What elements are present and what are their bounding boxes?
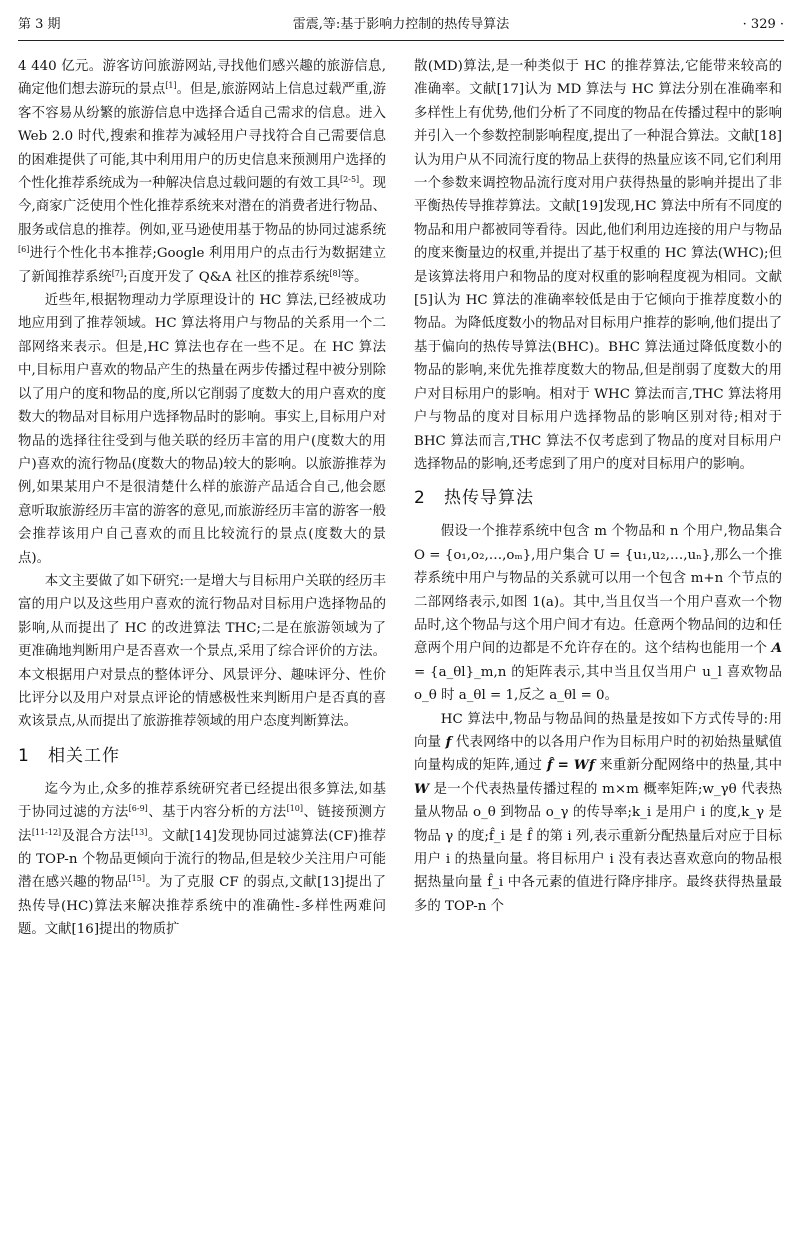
citation: [6-9] [128,804,148,814]
running-title: 雷震,等:基于影响力控制的热传导算法 [292,17,510,32]
paragraph: 散(MD)算法,是一种类似于 HC 的推荐算法,它能带来较高的准确率。文献[17]认为 MD 算法与 HC 算法分别在准确率和多样性上有优势,他们分析了不同度的物品在传播过程中的影响并引入一个参数控制影响程度,提出了一种混合算法。文献[18]认为用户从不同流行度的物品上获得的热量应该不同,它们利用一个参数来调控物品流行度对用户获得热量的影响并提出了非平衡热传导推荐算法。文献[19]发现,HC 算法中所有不同度的物品和用户都被同等看待。因此,他们利用边连接的用户与物品的度来衡量边的权重,并提出了基于权重的 HC 算法(WHC);但是该算法将用户和物品的度对权重的影响程度视为相同。文献[5]认为 HC 算法的准确率较低是由于它倾向于推荐度数小的物品。为降低度数小的物品对目标用户推荐的影响,他们提出了基于偏向的热传导算法(BHC)。BHC 算法通过降低度数小的物品的影响,来优先推荐度数大的物品,但是削弱了度数大的用户对目标用户的影响。相对于 WHC 算法而言,THC 算法将用户与物品的度对目标用户选择物品的影响区别对待;相对于 BHC 算法而言,THC 算法不仅考虑到了物品的度对目标用户选择物品的影响,还考虑到了用户的度对目标用户的影响。 [414,59,782,472]
paragraph: 4 440 亿元。游客访问旅游网站,寻找他们感兴趣的旅游信息,确定他们想去游玩的景点[1]。但是,旅游网站上信息过载严重,游客不容易从纷繁的旅游信息中选择合适自己需求的信息。进入 Web 2.0 时代,搜索和推荐为减轻用户寻找符合自己需要信息的困难提供了可能,其中利用用户的历史信息来预测用户选择的个性化推荐系统成为一种解决信息过载问题的有效工具[2-5]。现今,商家广泛使用个性化推荐系统来对潜在的消费者进行物品、服务或信息的推荐。例如,亚马逊使用基于物品的协同过滤系统[6]进行个性化书本推荐;Google 利用用户的点击行为数据建立了新闻推荐系统[7];百度开发了 Q&A 社区的推荐系统[8]等。 [18,59,387,285]
citation: [10] [286,804,303,814]
paragraph: 近些年,根据物理动力学原理设计的 HC 算法,已经被成功地应用到了推荐领域。HC 算法将用户与物品的关系用一个二部网络来表示。但是,HC 算法也存在一些不足。在 HC 算法中,目标用户喜欢的物品产生的热量在两步传播过程中被分别除以了用户的度和物品的度,所以它削弱了度数大的用户喜欢的度数大的物品对目标用户选择物品时的影响。事实上,目标用户对物品的选择往往受到与他关联的经历丰富的用户(度数大的用户)喜欢的流行物品(度数大的物品)较大的影响。以旅游推荐为例,如果某用户不是很清楚什么样的旅游产品适合自己,他会愿意听取旅游经历丰富的游客的意见,而旅游经历丰富的游客一般会推荐该用户自己喜欢的而且比较流行的景点(度数大的景点)。 [18,293,386,566]
section-title: 热传导算法 [444,488,534,509]
issue-number: 第 3 期 [18,17,61,32]
section-title: 相关工作 [48,745,120,766]
section-number: 1 [18,745,30,766]
citation: [2-5] [340,175,360,185]
citation: [13] [130,827,148,837]
citation: [1] [165,81,177,91]
equation: f̂ = Wf [546,757,595,774]
running-header [18,14,784,41]
matrix-symbol: W [414,780,430,797]
citation: [15] [128,874,145,884]
citation: [6] [18,245,30,255]
left-column [18,55,386,942]
paragraph: 假设一个推荐系统中包含 m 个物品和 n 个用户,物品集合 O = {o₁,o₂,…,oₘ},用户集合 U = {u₁,u₂,…,uₙ},那么一个推荐系统中用户与物品的关系就可以用一个包含 m+n 个节点的二部网络表示,如图 1(a)。其中,当且仅当一个用户喜欢一个物品时,这个物品与这个用户间才有边。任意两个物品间的边和任意两个用户间的边都是不允许存在的。这个结构也能用一个 A = {a_θl}_m,n 的矩阵表示,其中当且仅当用户 u_l 喜欢物品 o_θ 时 a_θl = 1,反之 a_θl = 0。 [414,524,782,704]
vector-symbol: f [445,733,452,750]
citation: [7] [111,268,124,278]
paragraph: 本文主要做了如下研究:一是增大与目标用户关联的经历丰富的用户以及这些用户喜欢的流行物品对目标用户选择物品的影响,从而提出了 HC 的改进算法 THC;二是在旅游领域为了更准确地判断用户是否喜欢一个景点,采用了综合评价的方法。本文根据用户对景点的整体评分、风景评分、趣味评分、性价比评分以及用户对景点评论的情感极性来判断用户是否真的喜欢该景点,从而提出了旅游推荐领域的用户态度判断算法。 [18,573,386,730]
section-heading-heat-conduction [414,485,782,511]
paragraph: 迄今为止,众多的推荐系统研究者已经提出很多算法,如基于协同过滤的方法[6-9]、基于内容分析的方法[10]、链接预测方法[11-12]及混合方法[13]。文献[14]发现协同过滤算法(CF)推荐的 TOP-n 个物品更倾向于流行的物品,但是较少关注用户可能潜在感兴趣的物品[15]。为了克服 CF 的弱点,文献[13]提出了热传导(HC)算法来解决推荐系统中的准确性-多样性两难问题。文献[16]提出的物质扩 [18,781,387,938]
paragraph: HC 算法中,物品与物品间的热量是按如下方式传导的:用向量 f 代表网络中的以各用户作为目标用户时的初始热量赋值向量构成的矩阵,通过 f̂ = Wf 来重新分配网络中的热量,其中 W 是一个代表热量传播过程的 m×m 概率矩阵;w_γθ 代表热量从物品 o_θ 到物品 o_γ 的传导率;k_i 是用户 i 的度,k_γ 是物品 γ 的度;f̂_i 是 f̂ 的第 i 列,表示重新分配热量后对应于目标用户 i 的热量向量。将目标用户 i 没有表达喜欢意向的物品根据热量向量 f̂_i 中各元素的值进行降序排序。最终获得热量最多的 TOP-n 个 [414,711,783,914]
section-number: 2 [414,488,426,509]
citation: [11-12] [31,827,62,837]
matrix-symbol: A [771,640,782,657]
section-heading-related-work [18,743,386,769]
citation: [8] [329,268,341,278]
right-column [414,55,782,918]
page-number: · 329 · [742,17,784,32]
